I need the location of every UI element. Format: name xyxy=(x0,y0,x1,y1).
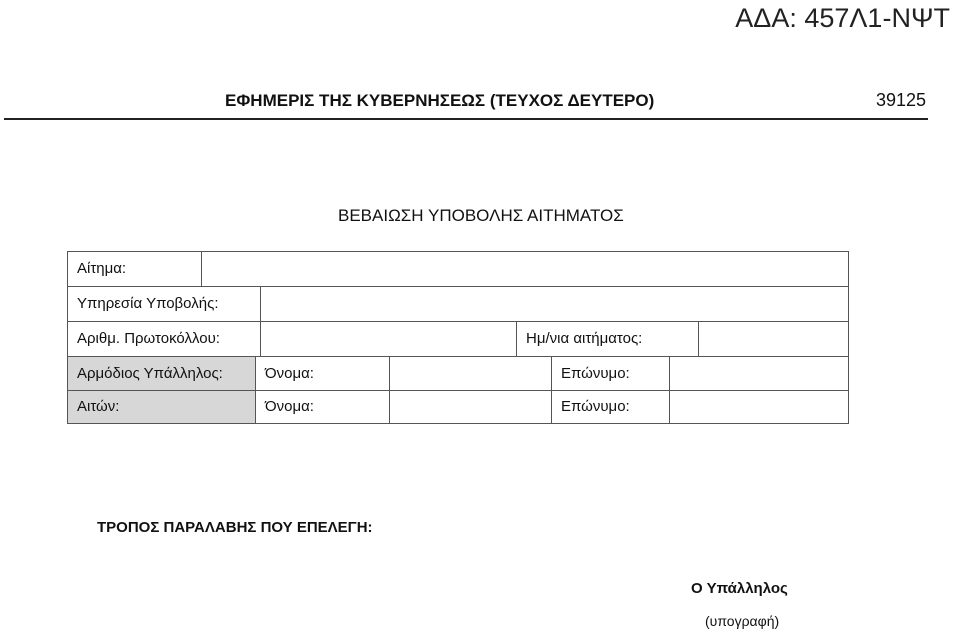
gazette-header xyxy=(4,88,928,120)
employee-first-name-field[interactable] xyxy=(389,356,552,391)
protocol-number-label: Αριθμ. Πρωτοκόλλου: xyxy=(67,321,261,357)
applicant-first-name-label: Όνομα: xyxy=(255,390,390,424)
request-label: Αίτημα: xyxy=(67,251,202,287)
request-date-label: Ημ/νια αιτήματος: xyxy=(516,321,699,357)
submission-service-label: Υπηρεσία Υποβολής: xyxy=(67,286,261,322)
employee-last-name-label: Επώνυμο: xyxy=(551,356,670,391)
signature-label: (υπογραφή) xyxy=(705,613,780,629)
gazette-title: ΕΦΗΜΕΡΙΣ ΤΗΣ ΚΥΒΕΡΝΗΣΕΩΣ (ΤΕΥΧΟΣ ΔΕΥΤΕΡΟ) xyxy=(225,91,655,110)
receipt-mode-label: ΤΡΟΠΟΣ ΠΑΡΑΛΑΒΗΣ ΠΟΥ ΕΠΕΛΕΓΗ: xyxy=(97,519,373,536)
receipt-form-table xyxy=(67,251,849,424)
employee-signature-title: Ο Υπάλληλος xyxy=(691,580,788,597)
protocol-number-field[interactable] xyxy=(260,321,517,357)
page-number: 39125 xyxy=(875,90,926,110)
applicant-last-name-label: Επώνυμο: xyxy=(551,390,670,424)
request-date-field[interactable] xyxy=(698,321,849,357)
employee-last-name-field[interactable] xyxy=(669,356,849,391)
employee-first-name-label: Όνομα: xyxy=(255,356,390,391)
request-field[interactable] xyxy=(201,251,849,287)
applicant-first-name-field[interactable] xyxy=(389,390,552,424)
applicant-last-name-field[interactable] xyxy=(669,390,849,424)
applicant-label: Αιτών: xyxy=(67,390,256,424)
responsible-employee-label: Αρμόδιος Υπάλληλος: xyxy=(67,356,256,391)
document-title: ΒΕΒΑΙΩΣΗ ΥΠΟΒΟΛΗΣ ΑΙΤΗΜΑΤΟΣ xyxy=(338,206,624,225)
ada-code: ΑΔΑ: 457Λ1-ΝΨΤ xyxy=(735,3,950,33)
submission-service-field[interactable] xyxy=(260,286,849,322)
